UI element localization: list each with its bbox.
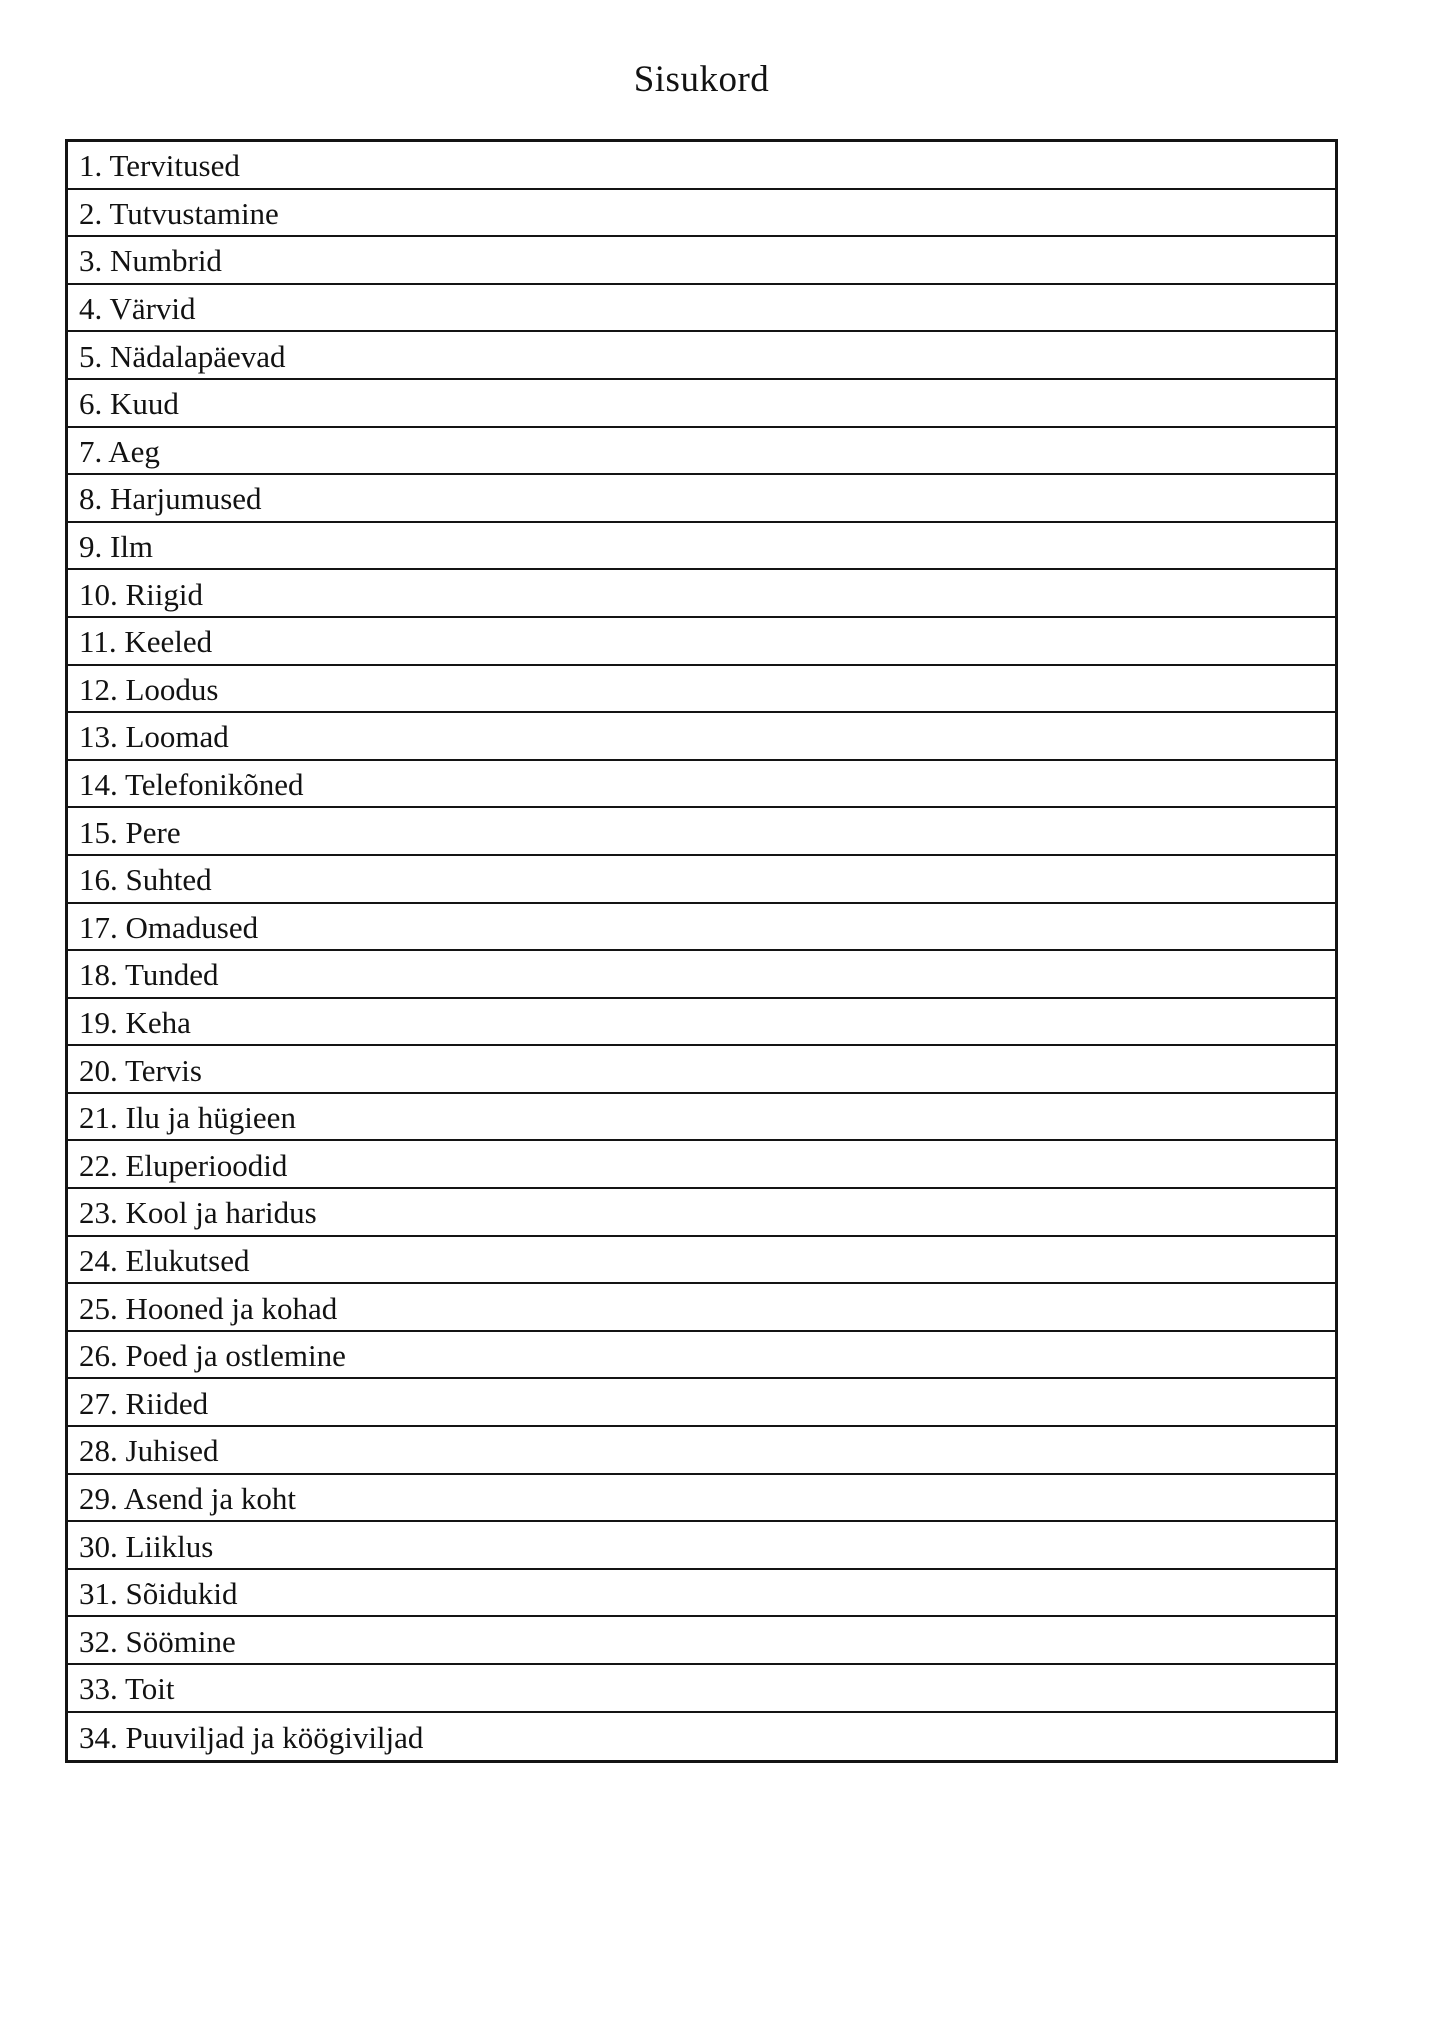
toc-item-text: 17. Omadused: [79, 909, 259, 945]
toc-item-text: 10. Riigid: [79, 576, 204, 612]
toc-row: [68, 1141, 1335, 1189]
toc-table: [65, 139, 1338, 1763]
toc-item-text: 6. Kuud: [79, 386, 179, 422]
toc-row: [68, 332, 1335, 380]
toc-item-text: 27. Riided: [79, 1385, 209, 1421]
toc-item-text: 8. Harjumused: [79, 481, 262, 517]
toc-item-text: 31. Sõidukid: [79, 1576, 238, 1612]
toc-item-text: 1. Tervitused: [79, 148, 240, 184]
toc-item-text: 3. Numbrid: [79, 243, 222, 279]
toc-item-text: 11. Keeled: [79, 624, 213, 660]
toc-row: [68, 808, 1335, 856]
toc-item-text: 24. Elukutsed: [79, 1242, 250, 1278]
toc-item-text: 2. Tutvustamine: [79, 195, 279, 231]
toc-item-text: 4. Värvid: [79, 291, 196, 327]
toc-row: [68, 1189, 1335, 1237]
toc-item-text: 22. Eluperioodid: [79, 1147, 288, 1183]
toc-row: [68, 1427, 1335, 1475]
toc-row: [68, 999, 1335, 1047]
toc-item-text: 20. Tervis: [79, 1052, 202, 1088]
toc-row: [68, 1332, 1335, 1380]
toc-row: [68, 1570, 1335, 1618]
toc-item-text: 13. Loomad: [79, 719, 229, 755]
toc-item-text: 34. Puuviljad ja köögiviljad: [79, 1719, 424, 1755]
page-title: Sisukord: [633, 59, 770, 100]
toc-item-text: 26. Poed ja ostlemine: [79, 1338, 346, 1374]
toc-row: [68, 951, 1335, 999]
toc-row: [68, 285, 1335, 333]
toc-item-text: 33. Toit: [79, 1671, 175, 1707]
toc-row: [68, 1046, 1335, 1094]
toc-item-text: 29. Asend ja koht: [79, 1480, 296, 1516]
toc-row: [68, 190, 1335, 238]
toc-item-text: 7. Aeg: [79, 433, 160, 469]
content-area: [65, 0, 1338, 1763]
toc-row: [68, 237, 1335, 285]
toc-row: [68, 1379, 1335, 1427]
toc-item-text: 15. Pere: [79, 814, 181, 850]
toc-row: [68, 1522, 1335, 1570]
toc-row: [68, 475, 1335, 523]
toc-item-text: 19. Keha: [79, 1004, 191, 1040]
toc-item-text: 25. Hooned ja kohad: [79, 1290, 338, 1326]
toc-row: [68, 142, 1335, 190]
toc-item-text: 28. Juhised: [79, 1433, 219, 1469]
toc-row: [68, 761, 1335, 809]
toc-item-text: 9. Ilm: [79, 529, 154, 565]
toc-row: [68, 380, 1335, 428]
toc-row: [68, 523, 1335, 571]
toc-row: [68, 1475, 1335, 1523]
toc-item-text: 23. Kool ja haridus: [79, 1195, 317, 1231]
toc-row: [68, 1665, 1335, 1713]
toc-item-text: 21. Ilu ja hügieen: [79, 1100, 296, 1136]
toc-row: [68, 1284, 1335, 1332]
toc-item-text: 30. Liiklus: [79, 1528, 214, 1564]
toc-item-text: 5. Nädalapäevad: [79, 338, 286, 374]
toc-item-text: 14. Telefonikõned: [79, 767, 304, 803]
toc-row: [68, 666, 1335, 714]
toc-row: [68, 428, 1335, 476]
toc-item-text: 12. Loodus: [79, 671, 219, 707]
toc-item-text: 16. Suhted: [79, 862, 212, 898]
toc-row: [68, 904, 1335, 952]
toc-row: [68, 1237, 1335, 1285]
toc-item-text: 18. Tunded: [79, 957, 219, 993]
toc-row: [68, 713, 1335, 761]
toc-row: [68, 570, 1335, 618]
toc-row: [68, 618, 1335, 666]
toc-row: [68, 856, 1335, 904]
toc-row: [68, 1617, 1335, 1665]
toc-row: [68, 1094, 1335, 1142]
toc-item-text: 32. Söömine: [79, 1623, 236, 1659]
toc-row: [68, 1713, 1335, 1761]
